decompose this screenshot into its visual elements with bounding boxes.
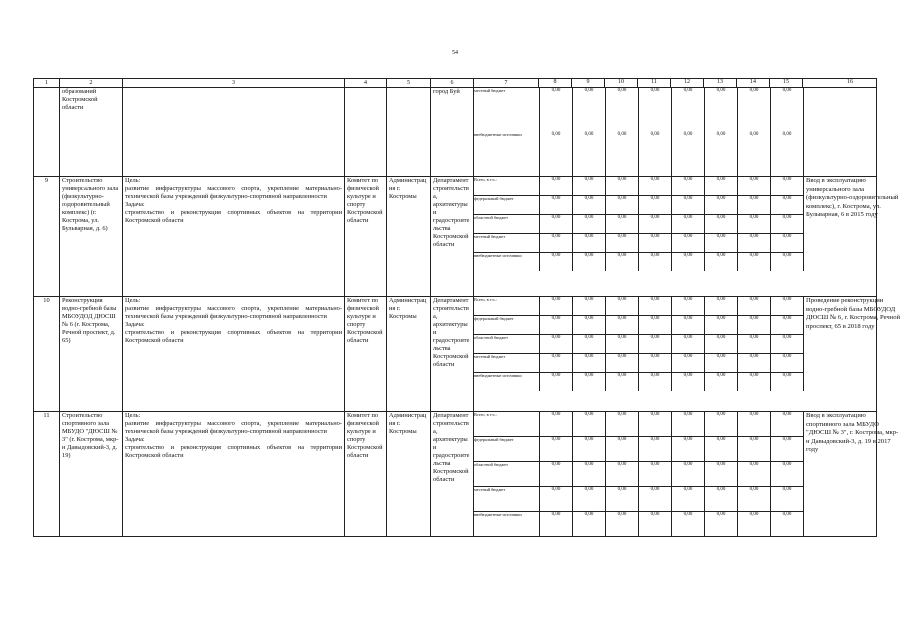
column-number: 9 (572, 79, 605, 87)
funding-value: 0,00 (705, 297, 738, 316)
funding-value: 0,00 (573, 88, 606, 132)
funding-value: 0,00 (705, 132, 738, 176)
funding-value: 0,00 (573, 253, 606, 272)
funding-source: внебюджетные источники (474, 512, 540, 537)
funding-source: внебюджетные источники (474, 132, 540, 176)
funding-source: областной бюджет (474, 215, 540, 234)
funding-value: 0,00 (606, 487, 639, 512)
object-name: Строительство спортивного зала МБУДО "ДЮСШ № 3" (г. Кострома, мкр-н Давыдовский-3, д. 19) (60, 412, 123, 537)
funding-value: 0,00 (606, 316, 639, 335)
location: город Буй (431, 88, 474, 177)
funding-value: 0,00 (540, 88, 573, 132)
funding-value: 0,00 (639, 412, 672, 437)
administration: Администрация г. Костромы (387, 412, 431, 537)
funding-value: 0,00 (639, 253, 672, 272)
funding-value: 0,00 (771, 196, 804, 215)
row-number: 9 (34, 177, 60, 297)
cell (345, 88, 387, 177)
funding-value: 0,00 (672, 88, 705, 132)
funding-value: 0,00 (738, 88, 771, 132)
funding-value: 0,00 (771, 88, 804, 132)
funding-value: 0,00 (540, 177, 573, 196)
funding-value: 0,00 (639, 88, 672, 132)
task-text: строительство и реконструкция спортивных объектов на территории Костромской области (125, 329, 342, 344)
funding-value: 0,00 (771, 335, 804, 354)
funding-value: 0,00 (672, 335, 705, 354)
funding-value: 0,00 (639, 215, 672, 234)
funding-value: 0,00 (540, 412, 573, 437)
funding-value: 0,00 (606, 373, 639, 392)
funding-value: 0,00 (573, 354, 606, 373)
funding-value: 0,00 (738, 512, 771, 537)
funding-value: 0,00 (672, 177, 705, 196)
row-number: 11 (34, 412, 60, 537)
funding-value: 0,00 (573, 177, 606, 196)
funding-value: 0,00 (738, 335, 771, 354)
funding-source: местный бюджет (474, 354, 540, 373)
column-number: 12 (671, 79, 704, 87)
program-table (33, 78, 901, 537)
funding-source: Всего, в т.ч.: (474, 177, 540, 196)
task-text: строительство и реконструкция спортивных объектов на территории Костромской области (125, 209, 342, 224)
funding-value: 0,00 (573, 412, 606, 437)
funding-value: 0,00 (705, 354, 738, 373)
column-number: 2 (60, 79, 123, 88)
funding-value: 0,00 (573, 437, 606, 462)
funding-value: 0,00 (639, 234, 672, 253)
funding-value: 0,00 (705, 487, 738, 512)
funding-value: 0,00 (771, 177, 804, 196)
funding-value: 0,00 (639, 462, 672, 487)
expected-result: Ввод в эксплуатацию спортивного зала МБУДО "ДЮСШ № 3", г. Кострома, мкр-н Давыдовский-3, д. 19 в 2017 году (806, 412, 899, 454)
funding-value: 0,00 (606, 335, 639, 354)
funding-value: 0,00 (573, 462, 606, 487)
funding-value: 0,00 (738, 462, 771, 487)
funding-value: 0,00 (639, 297, 672, 316)
funding-value: 0,00 (738, 373, 771, 392)
funding-value: 0,00 (705, 412, 738, 437)
funding-value: 0,00 (606, 88, 639, 132)
funding-value: 0,00 (606, 177, 639, 196)
goal-label: Цель: (125, 297, 141, 304)
goal-task-cell (123, 177, 345, 297)
funding-value: 0,00 (540, 297, 573, 316)
column-number: 3 (123, 79, 345, 88)
funding-value: 0,00 (573, 297, 606, 316)
funding-value: 0,00 (639, 354, 672, 373)
department: Департамент строительства, архитектуры и градостроительства Костромской области (431, 177, 474, 297)
funding-value: 0,00 (606, 412, 639, 437)
funding-value: 0,00 (738, 316, 771, 335)
column-number: 14 (737, 79, 770, 87)
funding-row (474, 177, 900, 196)
funding-value: 0,00 (639, 132, 672, 176)
funding-value: 0,00 (573, 196, 606, 215)
funding-value: 0,00 (540, 487, 573, 512)
row-number: 10 (34, 297, 60, 412)
goal-text: развитие инфраструктуры массового спорта, укрепление материально-технической базы учреждений физкультурно-спортивной направленности (125, 305, 342, 320)
funding-value: 0,00 (639, 373, 672, 392)
column-number: 1 (34, 79, 60, 88)
object-name: Реконструкция водно-гребной базы МБОУДОД ДЮСШ № 6 (г. Кострома, Речной проспект, д. 65) (60, 297, 123, 412)
department: Департамент строительства, архитектуры и градостроительства Костромской области (431, 412, 474, 537)
funding-value: 0,00 (738, 354, 771, 373)
funding-value: 0,00 (606, 234, 639, 253)
funding-row (474, 297, 900, 316)
funding-value: 0,00 (705, 234, 738, 253)
funding-value: 0,00 (672, 487, 705, 512)
task-label: Задача: (125, 321, 145, 328)
funding-value: 0,00 (672, 354, 705, 373)
funding-value: 0,00 (705, 215, 738, 234)
funding-value: 0,00 (540, 512, 573, 537)
funding-value: 0,00 (672, 512, 705, 537)
goal-text: развитие инфраструктуры массового спорта, укрепление материально-технической базы учреждений физкультурно-спортивной направленности (125, 420, 342, 435)
header-row (34, 79, 877, 88)
funding-value: 0,00 (771, 373, 804, 392)
funding-value: 0,00 (705, 373, 738, 392)
cell (34, 88, 60, 177)
column-number: 4 (345, 79, 387, 88)
goal-text: развитие инфраструктуры массового спорта, укрепление материально-технической базы учреждений физкультурно-спортивной направленности (125, 185, 342, 200)
funding-value: 0,00 (738, 297, 771, 316)
funding-value: 0,00 (672, 316, 705, 335)
funding-source: федеральный бюджет (474, 196, 540, 215)
column-number: 16 (803, 79, 898, 87)
column-number: 11 (638, 79, 671, 87)
funding-value: 0,00 (639, 335, 672, 354)
funding-value: 0,00 (672, 196, 705, 215)
funding-value: 0,00 (573, 234, 606, 253)
goal-label: Цель: (125, 412, 141, 419)
funding-value: 0,00 (738, 177, 771, 196)
funding-value: 0,00 (771, 412, 804, 437)
funding-value: 0,00 (771, 297, 804, 316)
goal-task-cell (123, 412, 345, 537)
funding-value: 0,00 (672, 373, 705, 392)
funding-value: 0,00 (738, 132, 771, 176)
page-number: 54 (452, 50, 458, 56)
funding-value: 0,00 (573, 316, 606, 335)
administration: Администрация г. Костромы (387, 177, 431, 297)
column-number: 5 (387, 79, 431, 88)
funding-value: 0,00 (639, 196, 672, 215)
funding-value: 0,00 (639, 512, 672, 537)
funding-value: 0,00 (639, 487, 672, 512)
cell (387, 88, 431, 177)
funding-value: 0,00 (573, 487, 606, 512)
funding-value: 0,00 (606, 253, 639, 272)
funding-value: 0,00 (540, 196, 573, 215)
funding-value: 0,00 (705, 253, 738, 272)
funding-value: 0,00 (738, 215, 771, 234)
goal-task-cell (123, 297, 345, 412)
responsible-executor: Комитет по физической культуре и спорту Костромской области (345, 177, 387, 297)
funding-value: 0,00 (771, 215, 804, 234)
funding-value: 0,00 (672, 412, 705, 437)
funding-value: 0,00 (771, 253, 804, 272)
funding-value: 0,00 (738, 253, 771, 272)
program-row (34, 177, 877, 297)
funding-value: 0,00 (639, 437, 672, 462)
funding-value: 0,00 (573, 373, 606, 392)
responsible-executor: Комитет по физической культуре и спорту Костромской области (345, 412, 387, 537)
funding-value: 0,00 (672, 437, 705, 462)
cell (123, 88, 345, 177)
task-label: Задача: (125, 201, 145, 208)
funding-value: 0,00 (606, 215, 639, 234)
funding-value: 0,00 (771, 437, 804, 462)
funding-source: областной бюджет (474, 462, 540, 487)
funding-value: 0,00 (639, 177, 672, 196)
expected-result: Ввод в эксплуатацию универсального зала (физкультурно-оздоровительный комплекс), г. Кострома, ул. Бульварная, 6 в 2015 году (806, 177, 899, 219)
funding-value: 0,00 (672, 462, 705, 487)
funding-source: местный бюджет (474, 234, 540, 253)
result-cell (804, 88, 899, 132)
funding-source: внебюджетные источники (474, 253, 540, 272)
funding-value: 0,00 (705, 335, 738, 354)
funding-value: 0,00 (738, 437, 771, 462)
funding-value: 0,00 (540, 234, 573, 253)
funding-value: 0,00 (672, 215, 705, 234)
funding-value: 0,00 (606, 512, 639, 537)
funding-source: Всего, в т.ч.: (474, 412, 540, 437)
funding-value: 0,00 (606, 196, 639, 215)
funding-value: 0,00 (672, 297, 705, 316)
funding-value: 0,00 (672, 132, 705, 176)
funding-source: внебюджетные источники (474, 373, 540, 392)
funding-value: 0,00 (540, 354, 573, 373)
funding-value: 0,00 (606, 297, 639, 316)
funding-value: 0,00 (771, 462, 804, 487)
funding-value: 0,00 (639, 316, 672, 335)
funding-value: 0,00 (771, 487, 804, 512)
funding-value: 0,00 (540, 316, 573, 335)
funding-value: 0,00 (573, 215, 606, 234)
column-number: 8 (553, 79, 557, 85)
program-row (34, 412, 877, 537)
task-label: Задача: (125, 436, 145, 443)
funding-value: 0,00 (672, 253, 705, 272)
column-number: 6 (431, 79, 474, 88)
funding-value: 0,00 (771, 234, 804, 253)
funding-value: 0,00 (771, 132, 804, 176)
continuation-row (34, 88, 877, 177)
funding-value: 0,00 (606, 437, 639, 462)
goal-label: Цель: (125, 177, 141, 184)
funding-value: 0,00 (738, 487, 771, 512)
funding-source: областной бюджет (474, 335, 540, 354)
result-cell (804, 132, 899, 176)
funding-value: 0,00 (738, 412, 771, 437)
funding-value: 0,00 (672, 234, 705, 253)
funding-value: 0,00 (771, 512, 804, 537)
funding-value: 0,00 (705, 88, 738, 132)
funding-source: федеральный бюджет (474, 437, 540, 462)
funding-value: 0,00 (573, 512, 606, 537)
funding-value: 0,00 (705, 196, 738, 215)
funding-value: 0,00 (540, 437, 573, 462)
funding-value: 0,00 (705, 462, 738, 487)
column-number: 10 (605, 79, 638, 87)
column-number: 13 (704, 79, 737, 87)
funding-value: 0,00 (540, 253, 573, 272)
funding-value: 0,00 (705, 177, 738, 196)
funding-value: 0,00 (540, 132, 573, 176)
funding-value: 0,00 (606, 462, 639, 487)
object-name: Строительство универсального зала (физкультурно-оздоровительный комплекс) (г. Кострома, ул. Бульварная, д. 6) (60, 177, 123, 297)
column-number: 15 (770, 79, 803, 87)
funding-value: 0,00 (540, 462, 573, 487)
funding-value: 0,00 (606, 354, 639, 373)
funding-row (474, 412, 900, 437)
funding-source: Всего, в т.ч.: (474, 297, 540, 316)
funding-value: 0,00 (738, 196, 771, 215)
funding-value: 0,00 (705, 316, 738, 335)
funding-value: 0,00 (540, 335, 573, 354)
funding-value: 0,00 (573, 335, 606, 354)
funding-source: федеральный бюджет (474, 316, 540, 335)
funding-value: 0,00 (738, 234, 771, 253)
object-name: образований Костромской области (60, 88, 123, 177)
department: Департамент строительства, архитектуры и градостроительства Костромской области (431, 297, 474, 412)
funding-value: 0,00 (771, 354, 804, 373)
funding-value: 0,00 (573, 132, 606, 176)
responsible-executor: Комитет по физической культуре и спорту Костромской области (345, 297, 387, 412)
column-number: 7 (474, 79, 539, 88)
funding-value: 0,00 (540, 373, 573, 392)
funding-source: местный бюджет (474, 88, 540, 132)
funding-value: 0,00 (771, 316, 804, 335)
program-row (34, 297, 877, 412)
funding-value: 0,00 (705, 437, 738, 462)
administration: Администрация г. Костромы (387, 297, 431, 412)
funding-value: 0,00 (606, 132, 639, 176)
funding-value: 0,00 (705, 512, 738, 537)
task-text: строительство и реконструкция спортивных объектов на территории Костромской области (125, 444, 342, 459)
funding-value: 0,00 (540, 215, 573, 234)
funding-source: местный бюджет (474, 487, 540, 512)
expected-result: Проведение реконструкции водно-гребной базы МБОУДОД ДЮСШ № 6, г. Кострома, Речной проспект, 65 в 2018 году (806, 297, 901, 330)
